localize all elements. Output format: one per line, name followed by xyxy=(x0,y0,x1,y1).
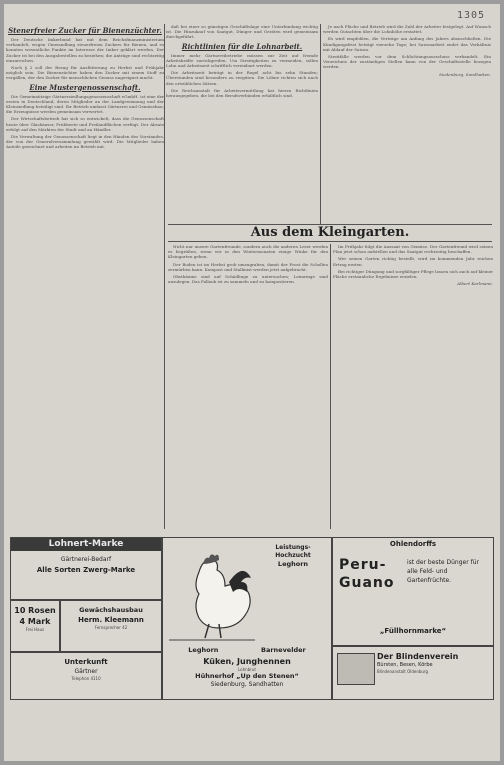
ad-brand: Lohnert-Marke xyxy=(11,538,161,551)
ad-title: Unterkunft xyxy=(64,658,108,666)
ad-subtitle: Bürsten, Besen, Körbe xyxy=(377,662,433,668)
ad-trademark: „Füllhornmarke“ xyxy=(379,627,447,635)
article-paragraph: Nicht nur unsere Gartenfreunde, sondern auch die anderen Leser werden es begrüßen, wenn wir in den Wintermonaten einige Winke für den Kleingarten geben. xyxy=(168,244,328,260)
article-paragraph: Der Deutsche Imkerbund hat mit dem Reichsfinanzministerium verhandelt, wegen Umwandlung steuerfreien Zuckers für Bienen, und es konnten wesentliche Punkte im Interesse der Imker geklärt werden. Der Zucker ist bei den Ausgabestellen zu beziehen; die Anträge sind rechtzeitig einzureichen. xyxy=(6,37,164,63)
article-paragraph: Streitfälle werden vor dem Schlichtungsausschuss verhandelt. Ein Verzeichnis der zuständigen Stellen kann von der Geschäftsstelle bezogen werden. xyxy=(323,54,491,70)
article-paragraph: Nach § 2 soll der Bezug für Ausfütterung zu Herbst und Frühjahr möglich sein. Die Bienenzüchter haben den Zucker mit einem Stoff zu vergällen, der den Zucker für menschlichen Genuss ungeeignet macht. xyxy=(6,65,164,81)
article-paragraph: Die Gemeinnützige Gärtnersiedlungsgenossenschaft eGmbH. ist eine der ersten in Deutschland, deren Mitglieder an der Landgewinnung und der Kleinsiedlung beteiligt sind. Ihr Betrieb umfasst Gärtnerei und Gemüsebau; die Erzeugnisse werden gemeinsam verwertet. xyxy=(6,93,164,115)
article-paragraph: Der Wirtschaftsbetrieb hat sich so entwickelt, dass die Genossenschaft heute über Glashäuser, Frühbeete und Freilandflächen verfügt. Der Absatz erfolgt auf den Märkten der Stadt und an Händler. xyxy=(6,116,164,132)
article-heading: Eine Mustergenossenschaft. xyxy=(29,82,141,92)
column-rule xyxy=(330,244,331,529)
ad-small: Frei Haus xyxy=(25,627,45,632)
article-paragraph: daß bei einer so günstigen Geschäftslage eine Unterbindung wichtig ist. Die Hinzukauf von Saatgut, Dünger und Geräten wird gemeinsam durchgeführt. xyxy=(166,24,318,40)
ad-farm-location: Siedenburg, Sandhatten xyxy=(210,681,284,688)
ad-subtitle: Gärtnerei-Bedarf xyxy=(60,556,112,563)
column-right xyxy=(323,24,491,246)
ad-title: 10 Rosen xyxy=(14,606,56,615)
ad-title: Gewächshausbau xyxy=(79,606,143,614)
blindenverein-logo xyxy=(337,653,375,685)
ad-rosen xyxy=(10,600,60,652)
article-paragraph: Die Arbeitszeit beträgt in der Regel acht bis zehn Stunden; Überstunden sind besonders zu vergüten. Die Löhne richten sich nach den ortsüblichen Sätzen. xyxy=(166,70,318,86)
ad-company: Ohlendorffs xyxy=(389,540,437,548)
ad-line: Alle Sorten Zwerg-Marke xyxy=(36,566,136,574)
article-paragraph: Wer seinen Garten richtig bestellt, wird im kommenden Jahr reichen Ertrag ernten. xyxy=(333,256,493,267)
guano-word: Guano xyxy=(339,575,395,591)
ad-subtitle: Leghorn xyxy=(277,560,309,568)
section-heading-kleingarten: Aus dem Kleingarten. xyxy=(250,225,410,240)
ad-leghorn xyxy=(162,537,332,700)
ad-farm-name: Hühnerhof „Up den Stenen“ xyxy=(195,672,299,680)
ad-claim: ist der beste Dünger für alle Feld- und Gartenfrüchte. xyxy=(407,559,479,584)
article-paragraph: Die Verwaltung der Genossenschaft liegt in den Händen des Vorstandes, der von der Generalversammlung gewählt wird. Die Mitglieder haben Anteile gezeichnet und arbeiten im Betrieb mit. xyxy=(6,134,164,150)
column-rule xyxy=(320,24,321,224)
article-signature: Albert Karlmann. xyxy=(457,281,493,287)
breed-label: Barnevelder xyxy=(260,646,306,654)
kleingarten-column-1 xyxy=(168,244,328,529)
ad-offer: Küken, Junghennen xyxy=(203,657,291,666)
article-paragraph: Es wird empfohlen, die Verträge am Anfang des Jahres abzuschließen. Die Kündigungsfrist beträgt vierzehn Tage; bei Saisonarbeit endet das Verhältnis mit Ablauf der Saison. xyxy=(323,36,491,52)
ad-title: Der Blindenverein xyxy=(377,652,459,661)
ad-blindenverein xyxy=(332,646,494,700)
kleingarten-column-2 xyxy=(333,244,493,529)
article-paragraph: Bei richtiger Düngung und sorgfältiger Pflege lassen sich auch auf kleiner Fläche erstaunliche Ergebnisse erzielen. xyxy=(333,268,493,280)
ad-telephone: Telephon 4110 xyxy=(71,676,101,681)
section-rule xyxy=(168,241,492,242)
ad-lohnert xyxy=(10,537,162,600)
ad-title: Leistungs-Hochzucht xyxy=(275,544,311,559)
breed-label: Leghorn xyxy=(188,646,219,654)
article-paragraph: Obstbäume sind auf Schädlinge zu untersuchen; Leimringe sind anzulegen. Das Fallaub ist zu sammeln und zu kompostieren. xyxy=(168,274,328,285)
ad-address: Fernsprecher 42 xyxy=(94,625,128,630)
page-number: 1305 xyxy=(457,10,486,21)
article-paragraph: Der Boden ist im Herbst grob umzugraben, damit der Frost die Schollen zermürben kann. Kompost und Stallmist werden jetzt aufgebracht. xyxy=(168,261,328,272)
column-rule xyxy=(164,24,165,529)
article-paragraph: Im Frühjahr folgt die Aussaat von Gemüse. Der Gartenfreund wird seinen Plan jetzt schon aufstellen und das Saatgut rechtzeitig beschaffen. xyxy=(333,244,493,255)
column-left xyxy=(6,24,164,529)
ad-unterkunft xyxy=(10,652,162,700)
article-signature: Siedenburg, Sandhatten. xyxy=(439,71,491,77)
article-paragraph: Die Reichsanstalt für Arbeitsvermittlung hat hierzu Richtlinien herausgegeben, die bei den Berufsverbänden erhältlich sind. xyxy=(166,87,318,99)
ad-subtitle: Gärtner xyxy=(74,668,98,675)
article-paragraph: Immer mehr Gärtnereibetriebe müssen zur Zeit auf fremde Arbeitskräfte zurückgreifen. Um Streitigkeiten zu vermeiden, sollen Lohn und Arbeitszeit schriftlich vereinbart werden. xyxy=(166,52,318,69)
ad-contact: Blindenanstalt Oldenburg xyxy=(377,669,429,674)
peru-word: Peru- xyxy=(339,557,387,573)
article-paragraph: Je nach Fläche und Betrieb wird die Zahl der Arbeiter festgelegt. Auf Wunsch werden Gutachten über die Lohnhöhe erstattet. xyxy=(323,24,491,35)
ad-peru-guano xyxy=(332,537,494,646)
ad-gewaechshaus xyxy=(60,600,162,652)
article-heading: Stenerfreier Zucker für Bienenzüchter. xyxy=(8,26,162,35)
column-middle xyxy=(166,24,318,246)
ad-price: 4 Mark xyxy=(19,617,51,626)
ad-extra: Lohnbrut xyxy=(238,667,256,672)
ad-subtitle: Herm. Kleemann xyxy=(78,616,144,624)
article-heading: Richtlinien für die Lohnarbeit. xyxy=(181,41,303,51)
rooster-illustration xyxy=(169,552,255,642)
